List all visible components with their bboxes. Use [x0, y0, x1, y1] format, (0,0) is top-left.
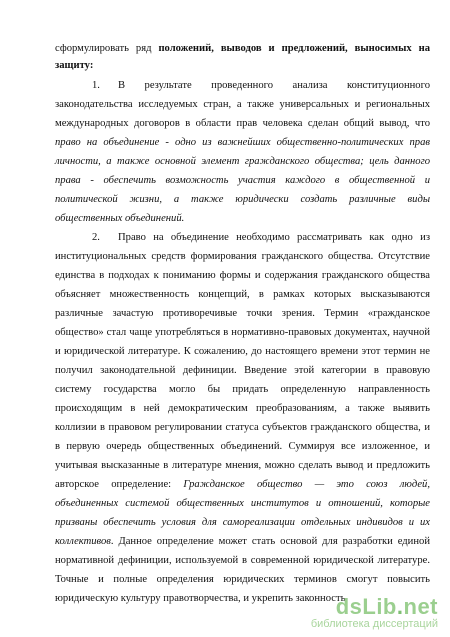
- paragraph-2-line-3: единства в подходах к пониманию формы и содержания гражданского общества: [55, 270, 430, 281]
- dslib-watermark: [311, 596, 438, 631]
- paragraph-2-line-20: юридическую культуру правотворчества, и укрепить законность.: [55, 593, 349, 604]
- paragraph-2-line-19: Точные и полные определения юридических терминов смогут повысить: [55, 574, 430, 585]
- paragraph-2-line-6: общество» стал чаще употребляться в нормативно-правовых документах, научной: [55, 327, 430, 338]
- paragraph-2-line-9: систему государства могло бы придать определенную направленность: [55, 384, 430, 395]
- intro-bold-text: положений, выводов и предложений, выносимых на: [158, 43, 430, 54]
- paragraph-2-line-8: получил законодательной дефиниции. Введение этой категории в правовую: [55, 365, 430, 376]
- paragraph-2-line-11: коллизии в правовом регулировании статуса субъектов гражданского общества, и: [55, 422, 430, 433]
- definition-italic-tail: коллективов: [55, 536, 111, 547]
- paragraph-2-line-17-text: . Данное определение может стать основой для разработки единой: [110, 536, 430, 547]
- dslib-logo-dot: .: [396, 594, 404, 619]
- intro-bold-tail: защиту:: [55, 60, 94, 71]
- paragraph-2-line-18: нормативной дефиниции, используемой в современной юридической литературе.: [55, 555, 430, 566]
- paragraph-1-line-8: общественных объединений.: [55, 213, 185, 224]
- paragraph-2-line-12: в первую очередь общественных объединений. Суммируя все изложенное, и: [55, 441, 430, 452]
- paragraph-2-line-13: учитывая высказанные в литературе мнения, можно сделать вывод и предложить: [55, 460, 430, 471]
- paragraph-1-line-7: политической жизни, а также юридически создать различные виды: [55, 194, 430, 205]
- paragraph-2-line-4: объясняет множественность концепций, в рамках которых высказываются: [55, 289, 430, 300]
- dslib-logo: [311, 596, 438, 618]
- paragraph-1-line-3: международных договоров в области прав человека сделан общий вывод, что: [55, 118, 430, 129]
- intro-line-2: [55, 59, 430, 73]
- definition-lead-text: авторское определение:: [55, 479, 184, 490]
- paragraph-2-number: 2.: [92, 232, 100, 243]
- paragraph-2-line-10: происходящим в ней демократическим преобразованиям, а также выявить: [55, 403, 430, 414]
- paragraph-2-line-17: [55, 535, 430, 549]
- paragraph-1-line-1: В результате проведенного анализа конституционного: [118, 80, 430, 91]
- intro-text: сформулировать ряд: [55, 43, 159, 54]
- dslib-logo-main: dsLib: [335, 594, 397, 619]
- paragraph-2-line-7: и юридической литературе. К сожалению, до настоящего времени этот термин не: [55, 346, 430, 357]
- paragraph-2-line-16: призваны обеспечить условия для самореализации отдельных индивидов и их: [55, 517, 430, 528]
- dslib-logo-tld: net: [403, 594, 438, 619]
- intro-line-1: [55, 42, 430, 56]
- paragraph-2-line-5: различные зачастую противоречивые точки зрения. Термин «гражданское: [55, 308, 430, 319]
- paragraph-2-line-15: объединенных системой общественных институтов и отношений, которые: [55, 498, 430, 509]
- paragraph-1-line-4: право на объединение - одно из важнейших общественно-политических прав: [55, 137, 430, 148]
- paragraph-1-line-5: личности, а также основной элемент гражданского общества; цель данного: [55, 156, 430, 167]
- paragraph-2-line-2: институциональных средств формирования гражданского общества. Отсутствие: [55, 251, 430, 262]
- dslib-subtitle: библиотека диссертаций: [310, 618, 438, 630]
- paragraph-1-line-2: законодательства исследуемых стран, а также универсальных и региональных: [55, 99, 430, 110]
- definition-italic-text: Гражданское общество — это союз людей,: [183, 479, 430, 490]
- paragraph-1-line-6: права - обеспечить возможность участия каждого в общественной и: [55, 175, 430, 186]
- paragraph-2-line-1: Право на объединение необходимо рассматривать как одно из: [118, 232, 430, 243]
- paragraph-1-number: 1.: [92, 80, 100, 91]
- paragraph-2-line-14: [55, 478, 430, 492]
